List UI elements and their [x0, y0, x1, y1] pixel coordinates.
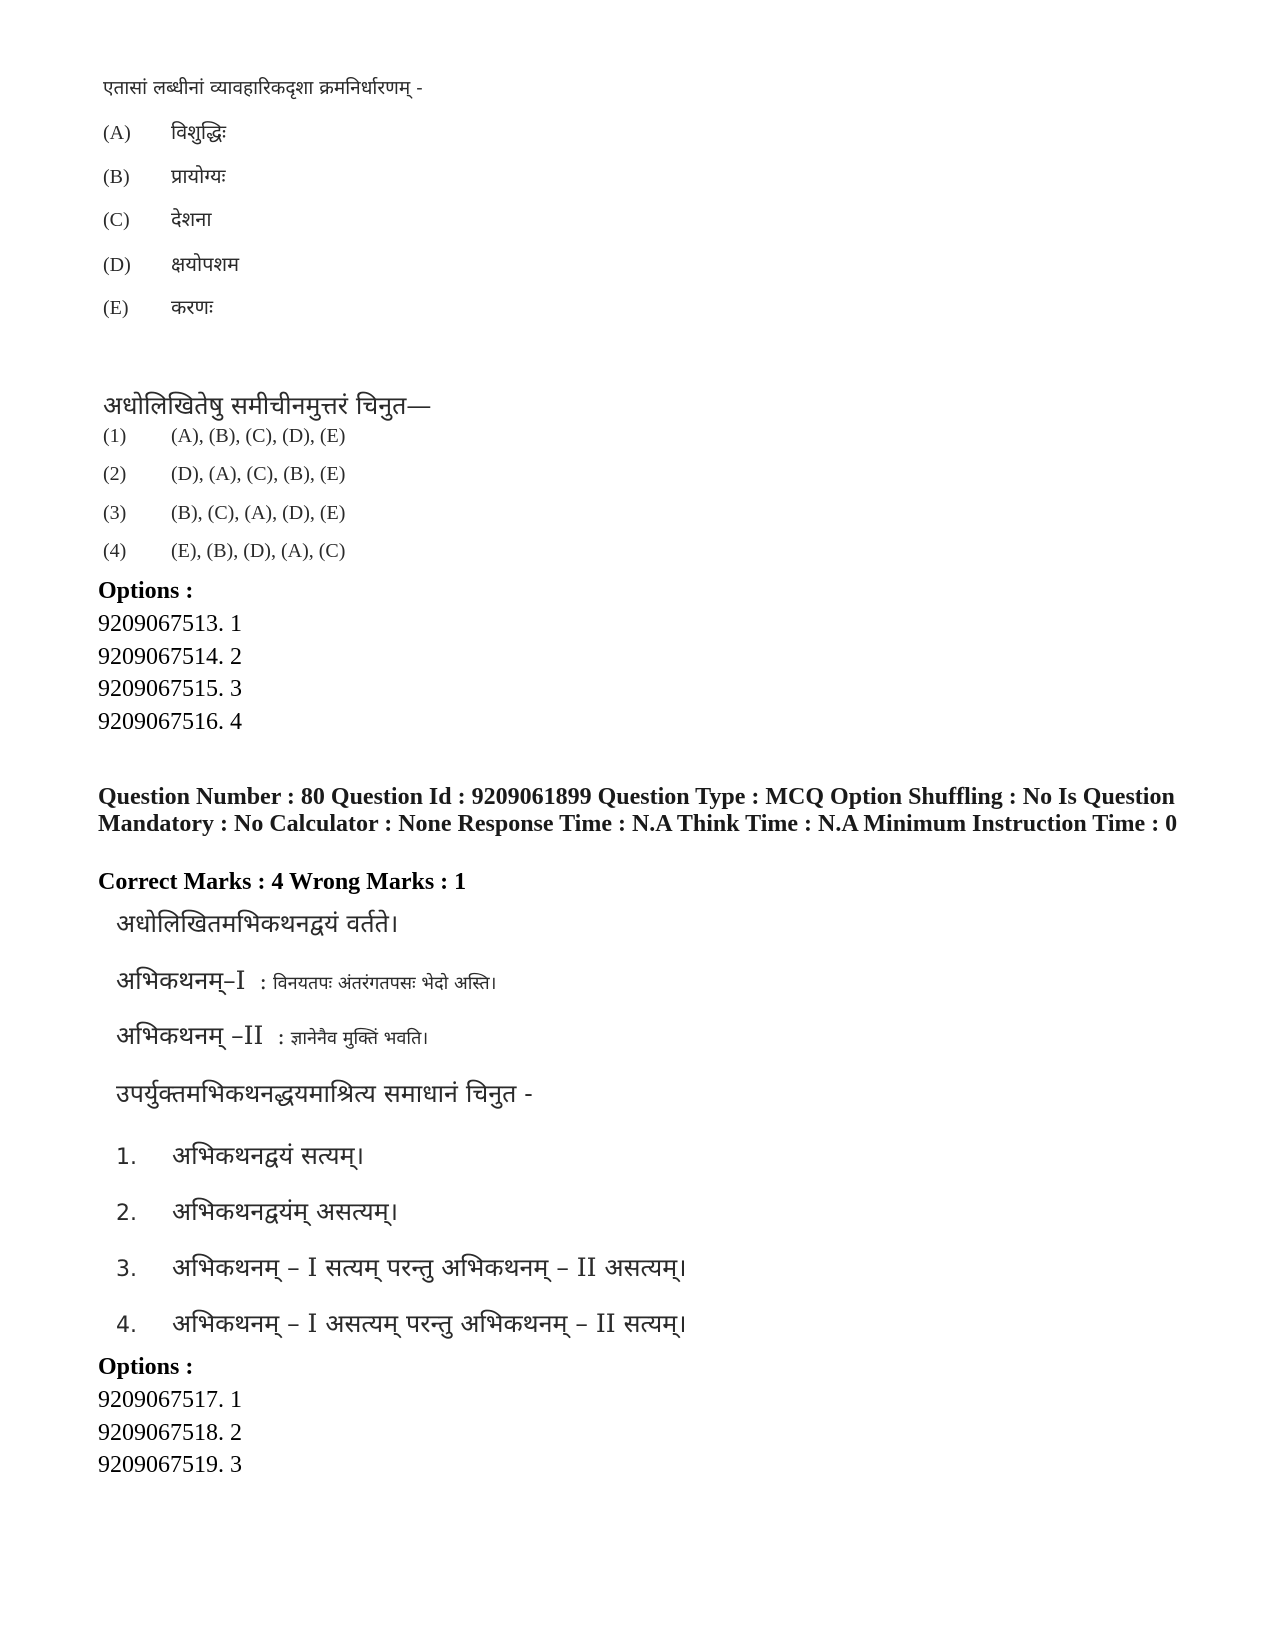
q79-option: 9209067514. 2	[98, 644, 242, 670]
statement-colon: :	[277, 1025, 285, 1050]
q80-marks: Correct Marks : 4 Wrong Marks : 1	[98, 869, 467, 895]
item-label: (D)	[103, 254, 131, 276]
q80-statement-1	[116, 963, 497, 997]
q80-option: 9209067518. 2	[98, 1420, 242, 1446]
answer-number: 4.	[116, 1313, 137, 1338]
sequence-text: (B), (C), (A), (D), (E)	[171, 502, 346, 524]
q79-sequence	[103, 425, 345, 448]
q80-option: 9209067517. 1	[98, 1387, 242, 1413]
q79-sequence	[103, 502, 345, 525]
sequence-label: (4)	[103, 540, 127, 562]
answer-text: अभिकथनद्वयं सत्यम्।	[172, 1141, 365, 1170]
sequence-label: (1)	[103, 425, 127, 447]
sequence-text: (D), (A), (C), (B), (E)	[171, 463, 346, 485]
statement-key: अभिकथनम् –II	[116, 1021, 264, 1050]
q79-option: 9209067513. 1	[98, 611, 242, 637]
answer-text: अभिकथनम् – I असत्यम् परन्तु अभिकथनम् – II सत्यम्।	[172, 1309, 687, 1338]
statement-colon: :	[259, 970, 267, 995]
q79-item	[103, 205, 212, 232]
q80-options-heading: Options :	[98, 1354, 194, 1380]
item-label: (E)	[103, 297, 129, 319]
q80-choose-instruction: उपर्युक्तमभिकथनद्धयमाश्रित्य समाधानं चिनुत -	[116, 1079, 533, 1108]
statement-text: विनयतपः अंतरंगतपसः भेदो अस्ति।	[272, 973, 497, 994]
statement-key: अभिकथनम्–I	[116, 966, 246, 995]
q80-answer	[116, 1194, 398, 1228]
q79-item	[103, 250, 239, 277]
answer-text: अभिकथनद्वयंम् असत्यम्।	[172, 1197, 399, 1226]
item-text: प्रायोग्यः	[171, 164, 226, 188]
q79-item	[103, 293, 213, 320]
q80-statement-2	[116, 1018, 428, 1052]
q80-answer	[116, 1250, 687, 1284]
sequence-label: (2)	[103, 463, 127, 485]
q80-meta: Question Number : 80 Question Id : 9209061899 Question Type : MCQ Option Shuffling : No Is Question Mandatory : No Calculator : None Response Time : N.A Think Time : N.A Minimum Instruction Time : 0	[98, 784, 1178, 837]
item-text: विशुद्धिः	[171, 120, 227, 144]
item-label: (C)	[103, 209, 130, 231]
q79-sequence	[103, 540, 345, 563]
statement-text: ज्ञानेनैव मुक्तिं भवति।	[290, 1028, 429, 1049]
q80-answer	[116, 1138, 364, 1172]
item-text: देशना	[171, 207, 212, 231]
answer-number: 2.	[116, 1201, 137, 1226]
q79-sequence	[103, 463, 345, 486]
answer-text: अभिकथनम् – I सत्यम् परन्तु अभिकथनम् – II असत्यम्।	[172, 1253, 687, 1282]
sequence-label: (3)	[103, 502, 127, 524]
q79-item	[103, 162, 226, 189]
answer-number: 3.	[116, 1257, 137, 1282]
sequence-text: (E), (B), (D), (A), (C)	[171, 540, 346, 562]
q79-item	[103, 118, 226, 145]
q79-intro: एतासां लब्धीनां व्यावहारिकदृशा क्रमनिर्धारणम् -	[103, 77, 423, 99]
item-text: क्षयोपशम	[171, 252, 240, 276]
q80-answer	[116, 1306, 687, 1340]
q79-option: 9209067516. 4	[98, 709, 242, 735]
q80-intro: अधोलिखितमभिकथनद्वयं वर्तते।	[116, 909, 399, 938]
q80-option: 9209067519. 3	[98, 1452, 242, 1478]
item-text: करणः	[171, 295, 214, 319]
item-label: (A)	[103, 122, 131, 144]
q79-option: 9209067515. 3	[98, 676, 242, 702]
item-label: (B)	[103, 166, 130, 188]
answer-number: 1.	[116, 1145, 137, 1170]
sequence-text: (A), (B), (C), (D), (E)	[171, 425, 346, 447]
q79-choose-instruction: अधोलिखितेषु समीचीनमुत्तरं चिनुत—	[103, 391, 432, 420]
q79-options-heading: Options :	[98, 578, 194, 604]
